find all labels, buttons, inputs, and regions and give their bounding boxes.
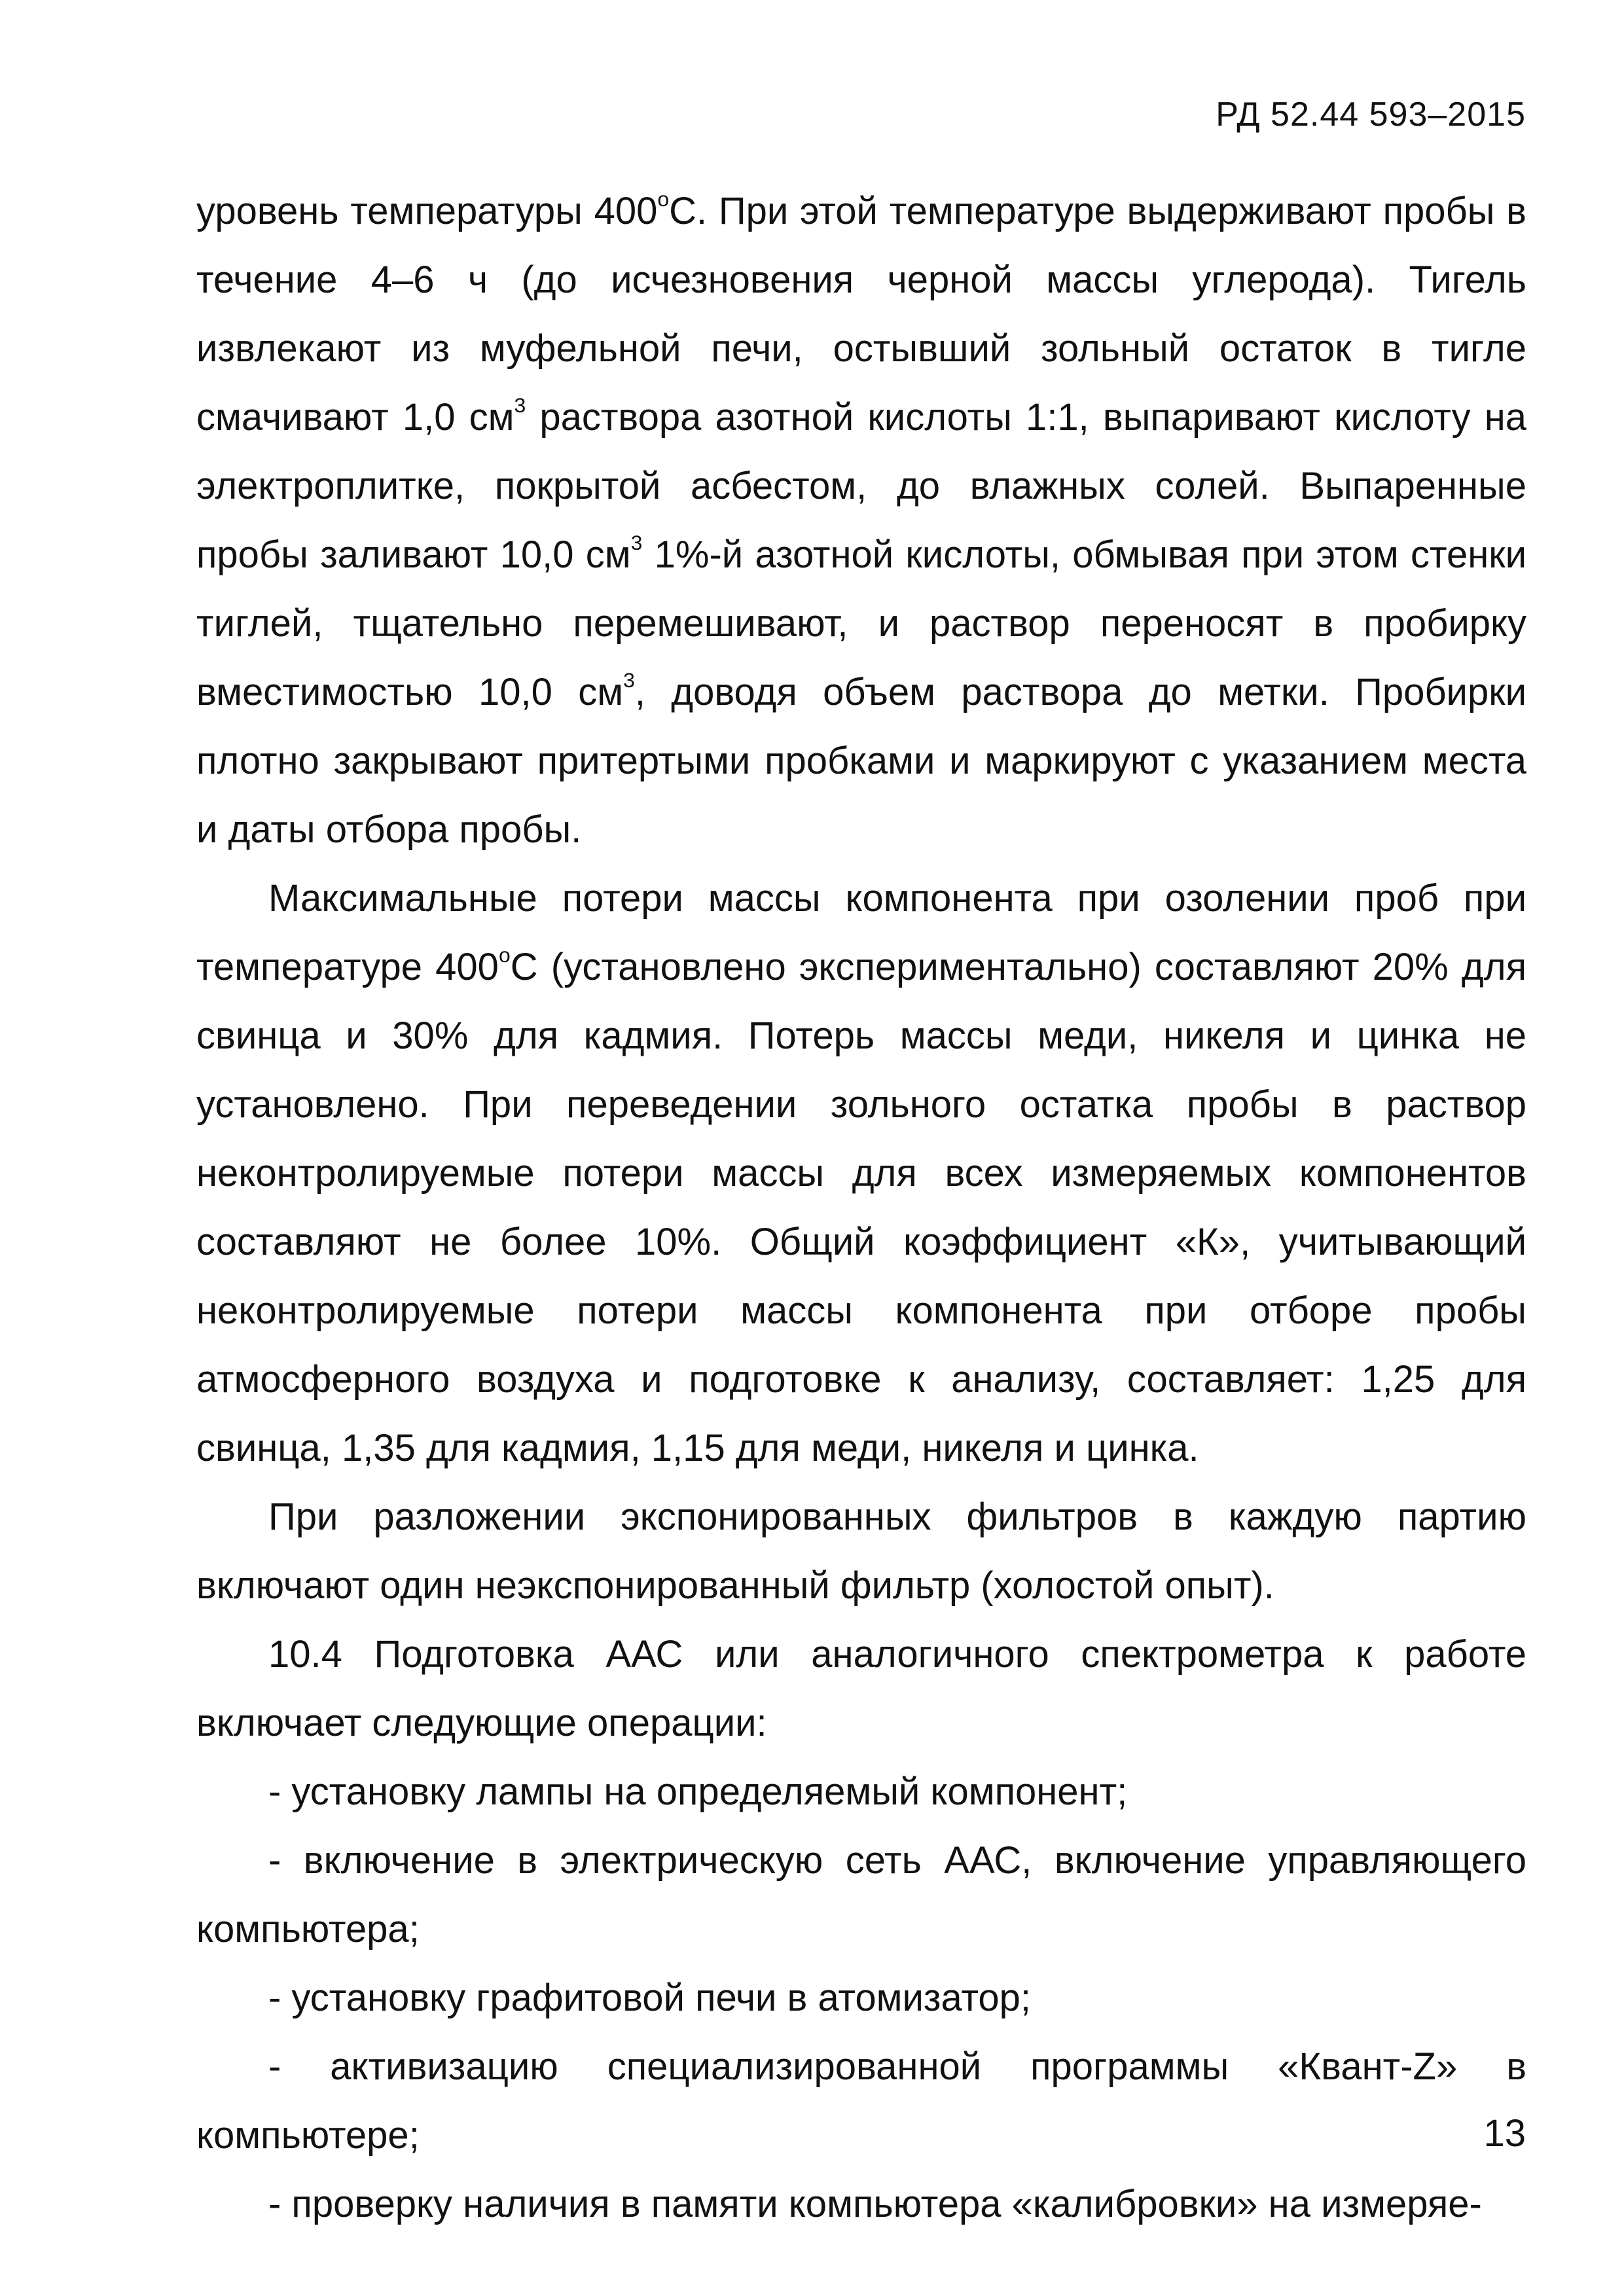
document-code-header: РД 52.44 593–2015 — [1216, 96, 1526, 134]
degree-superscript: о — [657, 187, 670, 211]
page-number: 13 — [1483, 2112, 1526, 2155]
text-fragment: С (установлено экспериментально) составляют 20% для свинца и 30% для кадмия. Потерь массы меди, никеля и цинка не установлено. При переведении зольного остатка пробы в раствор неконтролируемые потери массы для всех измеряемых компонентов составляют не более 10%. Общий коэффициент «К», учитывающий неконтролируемые потери массы компонента при отборе пробы атмосферного воздуха и подготовке к анализу, составляет: 1,25 для свинца, 1,35 для кадмия, 1,15 для меди, никеля и цинка. — [196, 946, 1526, 1469]
text-fragment: 1%-й азотной кислоты, обмывая при этом стенки тиглей, тщательно перемешивают, и раствор переносят в пробирку вместимостью 10,0 см — [196, 533, 1526, 713]
paragraph-section-10-4: 10.4 Подготовка ААС или аналогичного спектрометра к работе включает следующие операции: — [196, 1633, 1526, 1744]
list-item: - включение в электрическую сеть ААС, включение управляющего компьютера; — [196, 1839, 1526, 1950]
text-fragment: Максимальные потери массы компонента при озолении проб при температуре 400 — [196, 877, 1526, 988]
cubic-superscript: 3 — [630, 530, 643, 554]
list-item: - установку графитовой печи в атомизатор; — [268, 1977, 1032, 2019]
paragraph-blank-filter: При разложении экспонированных фильтров в каждую партию включают один неэкспонированный фильтр (холостой опыт). — [196, 1496, 1526, 1607]
text-fragment: уровень температуры 400 — [196, 190, 658, 232]
list-item: - активизацию специализированной программы «Квант-Z» в компьютере; — [196, 2045, 1526, 2157]
degree-superscript: о — [498, 942, 511, 967]
body-text — [196, 177, 1526, 2238]
paragraph-mass-losses — [196, 864, 1526, 1482]
cubic-superscript: 3 — [623, 668, 635, 692]
list-item: - проверку наличия в памяти компьютера «калибровки» на измеряе- — [268, 2183, 1482, 2225]
text-fragment: раствора азотной кислоты 1:1, выпаривают кислоту на электроплитке, покрытой асбестом, до влажных солей. Выпаренные пробы заливают 10,0 см — [196, 396, 1526, 576]
cubic-superscript: 3 — [514, 393, 526, 417]
text-fragment: , доводя объем раствора до метки. Пробирки плотно закрывают притертыми пробками и маркируют с указанием места и даты отбора пробы. — [196, 671, 1526, 851]
text-fragment: С. При этой температуре выдерживают пробы в течение 4–6 ч (до исчезновения черной массы углерода). Тигель извлекают из муфельной печи, остывший зольный остаток в тигле смачивают 1,0 см — [196, 190, 1526, 439]
list-item: - установку лампы на определяемый компонент; — [268, 1770, 1128, 1813]
paragraph-ashing-procedure — [196, 177, 1526, 864]
